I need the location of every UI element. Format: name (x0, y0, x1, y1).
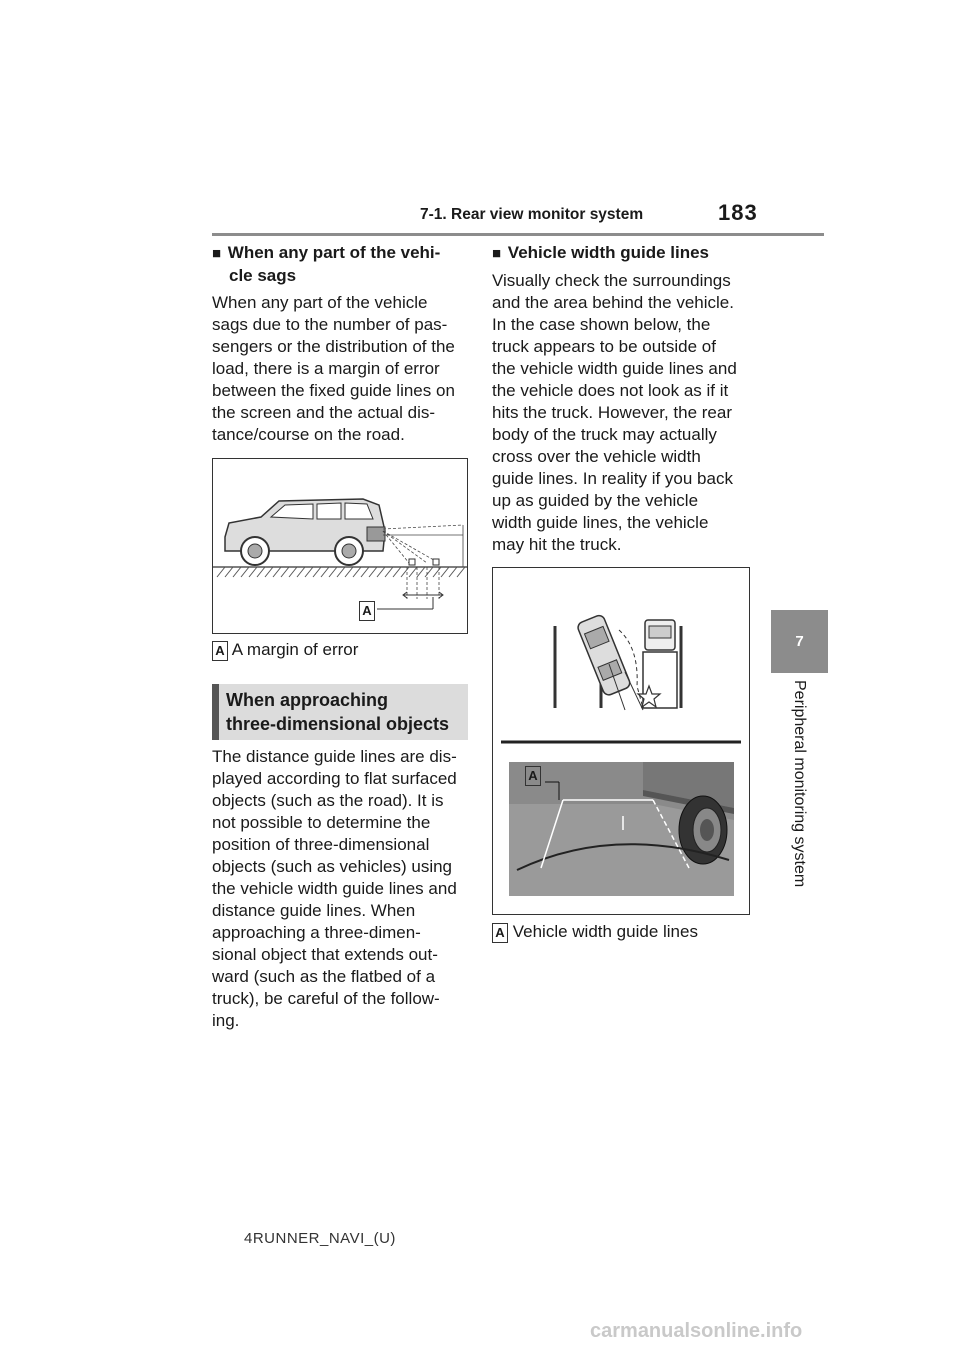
section-heading-box (212, 684, 468, 740)
body-line: objects (such as the road). It is (212, 791, 444, 810)
sag-heading-line2: cle sags (229, 266, 297, 285)
section-body (212, 746, 474, 1032)
caption-badge: A (212, 641, 228, 661)
top-view-illustration (493, 568, 749, 914)
body-line: the vehicle width guide lines and (492, 359, 737, 378)
width-heading-text: Vehicle width guide lines (507, 243, 710, 262)
chapter-title-vertical (790, 680, 810, 900)
body-line: truck appears to be outside of (492, 337, 716, 356)
body-line: up as guided by the vehicle (492, 491, 699, 510)
width-heading (492, 242, 709, 265)
figure2-label-a: A (525, 766, 541, 786)
body-line: guide lines. In reality if you back (492, 469, 733, 488)
body-line: sengers or the distribution of the (212, 337, 455, 356)
body-line: Visually check the surroundings (492, 271, 731, 290)
body-line: ward (such as the flatbed of a (212, 967, 436, 986)
sag-figure (212, 458, 468, 634)
sag-vehicle-illustration (213, 459, 467, 633)
body-line: tance/course on the road. (212, 425, 405, 444)
body-line: not possible to determine the (212, 813, 431, 832)
watermark[interactable]: carmanualsonline.info (590, 1320, 803, 1342)
body-line: the screen and the actual dis- (212, 403, 436, 422)
width-body (492, 270, 754, 556)
body-line: width guide lines, the vehicle (492, 513, 709, 532)
body-line: may hit the truck. (492, 535, 622, 554)
header-rule (212, 233, 824, 236)
section-heading (226, 688, 449, 736)
body-line: the vehicle width guide lines and (212, 879, 457, 898)
body-line: objects (such as vehicles) using (212, 857, 453, 876)
body-line: hits the truck. However, the rear (492, 403, 732, 422)
body-line: approaching a three-dimen- (212, 923, 421, 942)
sag-heading-line1: When any part of the vehi- (227, 243, 441, 262)
body-line: truck), be careful of the follow- (212, 989, 440, 1008)
section-heading-line2: three-dimensional objects (226, 714, 450, 734)
body-line: The distance guide lines are dis- (212, 747, 457, 766)
figure1-label-a: A (359, 601, 375, 621)
square-bullet-icon: ■ (212, 245, 222, 262)
figure1-caption (212, 640, 358, 661)
figure2-caption (492, 922, 698, 943)
chapter-tab[interactable] (771, 610, 828, 673)
body-line: load, there is a margin of error (212, 359, 440, 378)
sag-heading (212, 242, 472, 287)
caption-text: Vehicle width guide lines (512, 922, 698, 941)
body-line: the vehicle does not look as if it (492, 381, 729, 400)
model-code: 4RUNNER_NAVI_(U) (244, 1230, 396, 1247)
chapter-number: 7 (795, 633, 804, 650)
width-guide-figure (492, 567, 750, 915)
body-line: body of the truck may actually (492, 425, 717, 444)
body-line: cross over the vehicle width (492, 447, 701, 466)
section-title: 7-1. Rear view monitor system (420, 206, 644, 223)
body-line: sional object that extends out- (212, 945, 438, 964)
body-line: ing. (212, 1011, 240, 1030)
body-line: between the fixed guide lines on (212, 381, 455, 400)
body-line: distance guide lines. When (212, 901, 416, 920)
body-line: played according to flat surfaced (212, 769, 457, 788)
body-line: In the case shown below, the (492, 315, 711, 334)
caption-badge: A (492, 923, 508, 943)
body-line: When any part of the vehicle (212, 293, 428, 312)
caption-text: A margin of error (231, 640, 359, 659)
page-number: 183 (718, 200, 758, 225)
body-line: sags due to the number of pas- (212, 315, 448, 334)
square-bullet-icon: ■ (492, 245, 502, 262)
chapter-title: Peripheral monitoring system (791, 680, 808, 888)
body-line: position of three-dimensional (212, 835, 430, 854)
section-heading-bar (212, 684, 219, 740)
body-line: and the area behind the vehicle. (492, 293, 734, 312)
sag-body (212, 292, 474, 446)
section-heading-line1: When approaching (226, 690, 388, 710)
